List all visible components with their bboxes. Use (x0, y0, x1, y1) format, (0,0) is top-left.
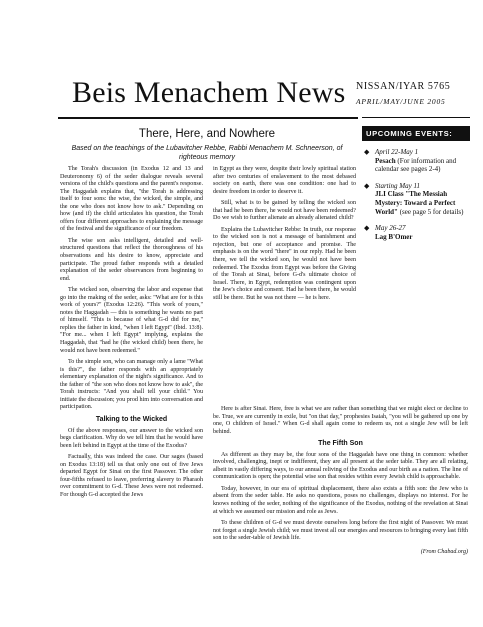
paragraph: Today, however, in our era of spiritual displacement, there also exists a fifth son: the Jew who is absent from the seder table. He asks no questions, poses no challenges, displays no interest. For he knows nothing of the seder, nothing of the significance of the Exodus, nothing of the revelation at Sinai at which we assumed our mission and role as Jews. (213, 485, 468, 515)
event-detail: (see page 5 for details) (399, 207, 464, 216)
paragraph: The Torah's discussion (in Exodus 12 and 13 and Deuteronomy 6) of the seder dialogue reveals several versions of the child's questions and the parent's response. The Haggadah explains that, "the Torah is addressing itself to four sons: the wise, the wicked, the simple, and the one who does not know how to ask." Depending on how (and if) the child articulates his question, the Torah offers four different approaches to explaining the message of the festival and the significance of our freedom. (60, 166, 203, 233)
event-title: Pesach (375, 156, 396, 165)
paragraph: Of the above responses, our answer to the wicked son begs clarification. Why do we tell him that he would have been left behind in Egypt at the time of the Exodus? (60, 427, 203, 449)
event-item (363, 182, 473, 216)
event-date: Starting May 11 (375, 181, 420, 190)
paragraph: The wise son asks intelligent, detailed and well-structured questions that reflect the thoroughness of his observations and his desire to know, appreciate and participate. The proud father responds with a detailed explanation of the seder observances from beginning to end. (60, 237, 203, 282)
paragraph: in Egypt as they were, despite their lowly spiritual station after two centuries of enslavement to the most debased society on earth, there was one condition: one had to desire freedom in order to deserve it. (213, 166, 356, 195)
article-title: There, Here, and Nowhere (138, 128, 276, 140)
source-credit: (From Chabad.org) (420, 548, 468, 555)
event-item (363, 224, 473, 241)
article-column-1 (60, 166, 203, 503)
paragraph: As different as they may be, the four sons of the Haggadah have one thing in common: whether involved, challenging, inept or indifferent, they are all present at the seder table. They are all relating, albeit in vastly differing ways, to our annual reliving of the Exodus and our birth as a nation. The line of communication is open; the potential wise son that resides within every Jewish child is approachable. (213, 451, 468, 481)
issue-label: NISSAN/IYAR 5765 (356, 81, 451, 92)
event-date: April 22-May 1 (375, 148, 419, 156)
paragraph: Factually, this was indeed the case. Our sages (based on Exodus 13:18) tell us that only one out of five Jews departed Egypt for Sinai on the first Passover. The other four-fifths refused to leave, preferring slavery to Pharaoh over commitment to G-d. These Jews were not redeemed. For though G-d accepted the Jews (60, 454, 203, 498)
paragraph: Still, what is to be gained by telling the wicked son that had he been there, he would not have been redeemed? Do we wish to further alienate an already alienated child? (213, 200, 356, 222)
event-title: JLI Class "The Messiah Mystery: Toward a Perfect World" (375, 190, 456, 216)
section-heading: Talking to the Wicked (95, 415, 168, 423)
event-item (363, 148, 473, 174)
masthead-rule (58, 117, 358, 119)
newsletter-title: Beis Menachem News (72, 76, 346, 109)
paragraph: Explains the Lubavitcher Rebbe: In truth, our response to the wicked son is not a message of banishment and rejection, but one of acceptance and promise. The emphasis is on the word "there" in our reply. Had he been there, we tell the wicked son, he would not have been redeemed. The Exodus from Egypt was before the Giving of the Torah at Sinai, before G-d's ultimate choice of Israel. There, in Egypt, redemption was contingent upon the Jew's choice and consent. Had he been there, he would still be there. But he was not there — he is here. (213, 226, 356, 301)
events-list (363, 148, 473, 249)
section-heading: The Fifth Son (318, 440, 363, 448)
paragraph: To the simple son, who can manage only a lame "What is this?", the father responds with an appropriately elementary explanation of the night's significance. And to the father of "the son who does not know how to ask", the Torah instructs: "And you shall tell your child." You initiate the discussion; you prod him into conversation and participation. (60, 359, 203, 411)
masthead-rule-right (362, 117, 470, 118)
diamond-bullet-icon: ◆ (364, 148, 370, 156)
upcoming-events-heading: UPCOMING EVENTS: (362, 126, 470, 141)
diamond-bullet-icon: ◆ (364, 181, 370, 190)
event-detail: (For information and calendar see pages 2-4) (375, 156, 457, 174)
event-title: Lag B'Omer (375, 232, 413, 241)
paragraph: The wicked son, observing the labor and expense that go into the making of the seder, asks: "What are for is this work of yours?" (Exodus 12:26). "This work of yours," notes the Haggadah — this is something he wants no part of himself. "This is because of what G-d did for me," replies the father in kind, "when I left Egypt" (Ibid. 13:8). "For me... when I left Egypt" implying, explains the Haggadah, that "had he (the wicked child) been there, he would not have been redeemed." (60, 287, 203, 354)
article-wide-section (213, 406, 468, 556)
issue-date: APRIL/MAY/JUNE 2005 (356, 97, 446, 106)
event-date: May 26-27 (375, 224, 406, 233)
diamond-bullet-icon: ◆ (364, 224, 370, 233)
article-column-2 (213, 166, 356, 306)
article-subtitle: Based on the teachings of the Lubavitcher Rebbe, Rabbi Menachem M. Schneerson, of righteous memory (71, 145, 343, 161)
paragraph: Here is after Sinai. Here, free is what we are rather than something that we might elect or decline to be. True, we are currently in exile, but "on that day," prophesies Isaiah, "you will be gathered up one by one, O children of Israel." When G-d shall again come to redeem us, not a single Jew will be left behind. (213, 406, 468, 435)
paragraph: To these children of G-d we must devote ourselves long before the first night of Passover. We must not forget a single Jewish child; we must invest all our energies and resources to bringing every last fifth son to the seder-table of Jewish life. (213, 520, 468, 542)
